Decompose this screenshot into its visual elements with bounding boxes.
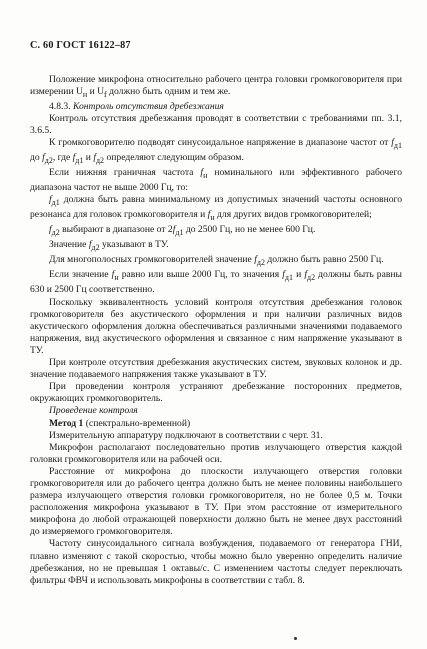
standard-number: ГОСТ 16122–87 bbox=[56, 40, 131, 51]
paragraph-frequency-range: К громкоговорителю подводят синусоидальное напряжение в диапазоне частот от $f_{д1}$ до $f_{д2}$, где $f_{д1}$ и $f_{д2}$ определяют следующим образом. bbox=[30, 137, 402, 166]
paragraph-lower-frequency: Если нижняя граничная частота $f_н$ номинального или эффективного рабочего диапазона частот не выше 2000 Гц, то: bbox=[30, 167, 402, 194]
paragraph-foreign-rattle: При проведении контроля устраняют дребезжание посторонних предметов, окружающих громкоговоритель. bbox=[30, 381, 402, 405]
paragraph-high-frequency: Если значение $f_н$ равно или выше 2000 Гц, то значения $f_{д1}$ и $f_{д2}$ должны быть равны 630 и 2500 Гц соответственно. bbox=[30, 269, 402, 296]
paragraph-fd2-specified: Значение $f_{д2}$ указывают в ТУ. bbox=[49, 239, 169, 253]
subheading-procedure: Проведение контроля bbox=[49, 405, 138, 417]
paragraph-acoustic-design: Поскольку эквивалентность условий контроля отсутствия дребезжания головок громкоговорителя без акустического оформления и при наличии различных видов акустического оформления должна обеспечиваться различными значениями подаваемого напряжения, вид акустического оформления и связанное с ним напряжение указывают в ТУ. bbox=[30, 296, 402, 356]
paragraph-equipment: Измерительную аппаратуру подключают в соответствии с черт. 31. bbox=[49, 429, 323, 441]
paragraph-fd2-rule: $f_{д2}$ выбирают в диапазоне от $2f_{д1}$ до 2500 Гц, но не менее 600 Гц. bbox=[49, 224, 316, 238]
paragraph-speaker-systems: При контроле отсутствия дребезжания акустических систем, звуковых колонок и др. значение подаваемого напряжения также указывают в ТУ. bbox=[30, 357, 402, 381]
scan-dot bbox=[294, 637, 297, 640]
body-text bbox=[30, 74, 402, 587]
page-number: С. 60 bbox=[30, 40, 54, 51]
paragraph-multiband: Для многополосных громкоговорителей значение $f_{д2}$ должно быть равно 2500 Гц. bbox=[49, 254, 384, 268]
paragraph-excitation-frequency: Частоту синусоидального сигнала возбуждения, подаваемого от генератора ГНИ, плавно изменяют с такой скоростью, чтобы можно было уверенно определить наличие дребезжания, но не превышая 1 октавы/с. С изменением частоты следует переключать фильтры ФВЧ и использовать микрофоны в соответствии с табл. 8. bbox=[30, 538, 402, 586]
paragraph-microphone-position: Положение микрофона относительно рабочего центра головки громкоговорителя при измерении $U_н$ и $U_f$ должно быть одним и тем же. bbox=[30, 74, 402, 99]
section-4-8-3-heading: 4.8.3. Контроль отсутствия дребезжания bbox=[49, 101, 224, 113]
paragraph-microphone-distance: Расстояние от микрофона до плоскости излучающего отверстия головки громкоговорителя или до рабочего центра должно быть не менее половины наибольшего размера излучающего отверстия головки громкоговорителя, но не более 0,5 м. Точки расположения микрофона указывают в ТУ. При этом расстояние от измерительного микрофона до любой отражающей поверхности должно быть не менее двух расстояний до измеряемого громкоговорителя. bbox=[30, 465, 402, 538]
page-header bbox=[30, 40, 131, 51]
paragraph-microphone-placement: Микрофон располагают последовательно против излучающего отверстия каждой головки громкоговорителя или на рабочей оси. bbox=[30, 441, 402, 465]
paragraph-control-requirements: Контроль отсутствия дребезжания проводят в соответствии с требованиями пп. 3.1, 3.6.5. bbox=[30, 113, 402, 137]
method-1-heading: Метод 1 (спектрально-временной) bbox=[49, 417, 191, 429]
paragraph-fd1-rule: $f_{д1}$ должна быть равна минимальному из допустимых значений частоты основного резонанса для головок громкоговорителя и $f_н$ для других видов громкоговорителей; bbox=[30, 194, 402, 223]
